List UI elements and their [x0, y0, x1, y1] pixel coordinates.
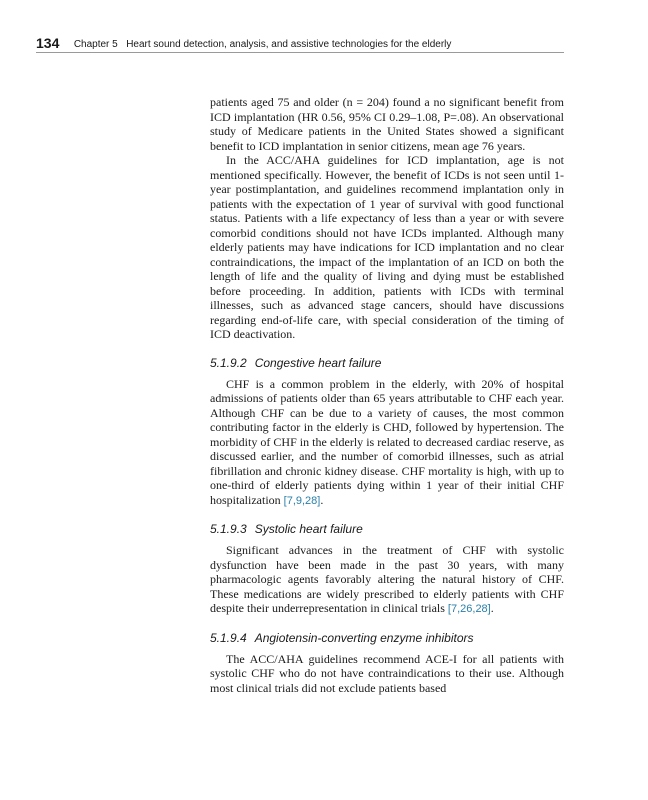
- page-number: 134: [36, 35, 60, 51]
- citation-link[interactable]: [7,9,28]: [283, 494, 321, 507]
- chapter-title: Heart sound detection, analysis, and assistive technologies for the elderly: [126, 39, 452, 50]
- section-heading-ace-inhibitors: [210, 631, 564, 646]
- section-paragraph: [210, 543, 564, 617]
- section-title: Congestive heart failure: [254, 355, 382, 370]
- section-number: 5.1.9.3: [210, 522, 247, 536]
- section-paragraph: [210, 652, 564, 696]
- paragraph-1: patients aged 75 and older (n = 204) found a no significant benefit from ICD implantation (HR 0.56, 95% CI 0.29–1.08, P=.08). An observational study of Medicare patients in the United States showed a significant benefit to ICD implantation in senior citizens, mean age 76 years.: [210, 95, 564, 153]
- paragraph-2: In the ACC/AHA guidelines for ICD implantation, age is not mentioned specifically. However, the benefit of ICDs is not seen until 1-year postimplantation, and guidelines recommend implantation only in patients with the expectation of 1 year of survival with good functional status. Patients with a life expectancy of less than a year or with severe comorbid conditions should not have ICDs implanted. Although many elderly patients may have indications for ICD implantation and no clear contraindications, the impact of the implantation of an ICD on both the length of life and the quality of living and dying must be established before proceeding. In addition, patients with ICDs with terminal illnesses, such as advanced stage cancers, should have discussions regarding end-of-life care, with special consideration of the timing of ICD deactivation.: [210, 153, 564, 341]
- section-text: The ACC/AHA guidelines recommend ACE-I for all patients with systolic CHF who do not have contraindications to their use. Although most clinical trials did not exclude patients based: [210, 651, 564, 695]
- body-text: [210, 95, 564, 695]
- section-text: Significant advances in the treatment of CHF with systolic dysfunction have been made in the past 30 years, with many pharmacologic agents favorably altering the natural history of CHF. These medications are widely prescribed to elderly patients with CHF despite their underrepresentation in clinical trials: [210, 543, 564, 615]
- section-title: Systolic heart failure: [254, 522, 363, 536]
- section-heading-congestive-heart-failure: [210, 356, 564, 371]
- section-number: 5.1.9.4: [210, 630, 247, 645]
- section-heading-systolic-heart-failure: [210, 522, 564, 537]
- citation-link[interactable]: [7,26,28]: [447, 603, 491, 615]
- punctuation: .: [490, 601, 494, 615]
- running-head: [36, 34, 564, 53]
- section-text: CHF is a common problem in the elderly, with 20% of hospital admissions of patients older than 65 years attributable to CHF each year. Although CHF can be due to a variety of causes, the most common contributing factor in the elderly is CHD, followed by hypertension. The morbidity of CHF in the elderly is related to decreased cardiac reserve, as discussed earlier, and the number of comorbid illnesses, such as atrial fibrillation and chronic kidney disease. CHF mortality is high, with up to one-third of elderly patients dying within 1 year of their initial CHF hospitalization: [210, 376, 564, 507]
- section-title: Angiotensin-converting enzyme inhibitors: [254, 630, 474, 645]
- chapter-label: Chapter 5: [73, 39, 118, 50]
- section-paragraph: [210, 377, 564, 509]
- punctuation: .: [320, 492, 324, 507]
- section-number: 5.1.9.2: [210, 355, 247, 370]
